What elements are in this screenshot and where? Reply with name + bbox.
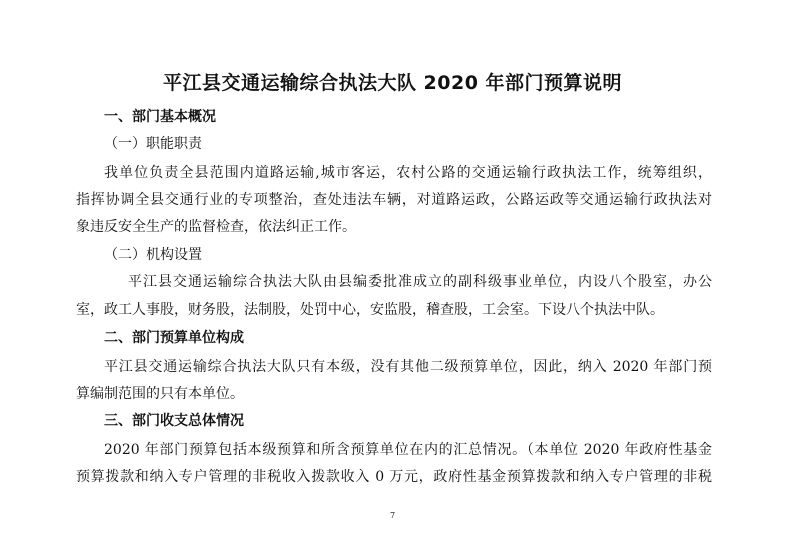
section-heading-2: 二、部门预算单位构成 [104, 330, 244, 346]
subsection-heading-functions: （一）职能职责 [104, 136, 202, 152]
page-title: 平江县交通运输综合执法大队 2020 年部门预算说明 [162, 72, 623, 94]
section-heading-3: 三、部门收支总体情况 [104, 413, 244, 429]
paragraph-line: 平江县交通运输综合执法大队由县编委批准成立的副科级事业单位，内设八个股室，办公 [128, 274, 712, 290]
paragraph-line: 平江县交通运输综合执法大队只有本级，没有其他二级预算单位，因此，纳入 2020 年部门预 [104, 359, 712, 375]
section-heading-1: 一、部门基本概况 [104, 109, 216, 125]
page-number: 7 [389, 511, 396, 520]
paragraph-line: 2020 年部门预算包括本级预算和所含预算单位在内的汇总情况。（本单位 2020 年政府性基金 [104, 442, 712, 458]
paragraph-line: 室，政工人事股，财务股，法制股，处罚中心，安监股，稽查股，工会室。下设八个执法中队。 [76, 302, 664, 318]
paragraph-line: 预算拨款和纳入专户管理的非税收入拨款收入 0 万元，政府性基金预算拨款和纳入专户管理的非税 [76, 469, 712, 485]
subsection-heading-organization: （二）机构设置 [104, 247, 202, 263]
paragraph-line: 算编制范围的只有本单位。 [76, 386, 244, 402]
paragraph-line: 象违反安全生产的监督检查，依法纠正工作。 [76, 219, 356, 235]
paragraph-line: 指挥协调全县交通行业的专项整治，查处违法车辆，对道路运政，公路运政等交通运输行政执法对 [76, 192, 712, 208]
paragraph-line: 我单位负责全县范围内道路运输,城市客运，农村公路的交通运输行政执法工作，统筹组织， [104, 165, 712, 181]
